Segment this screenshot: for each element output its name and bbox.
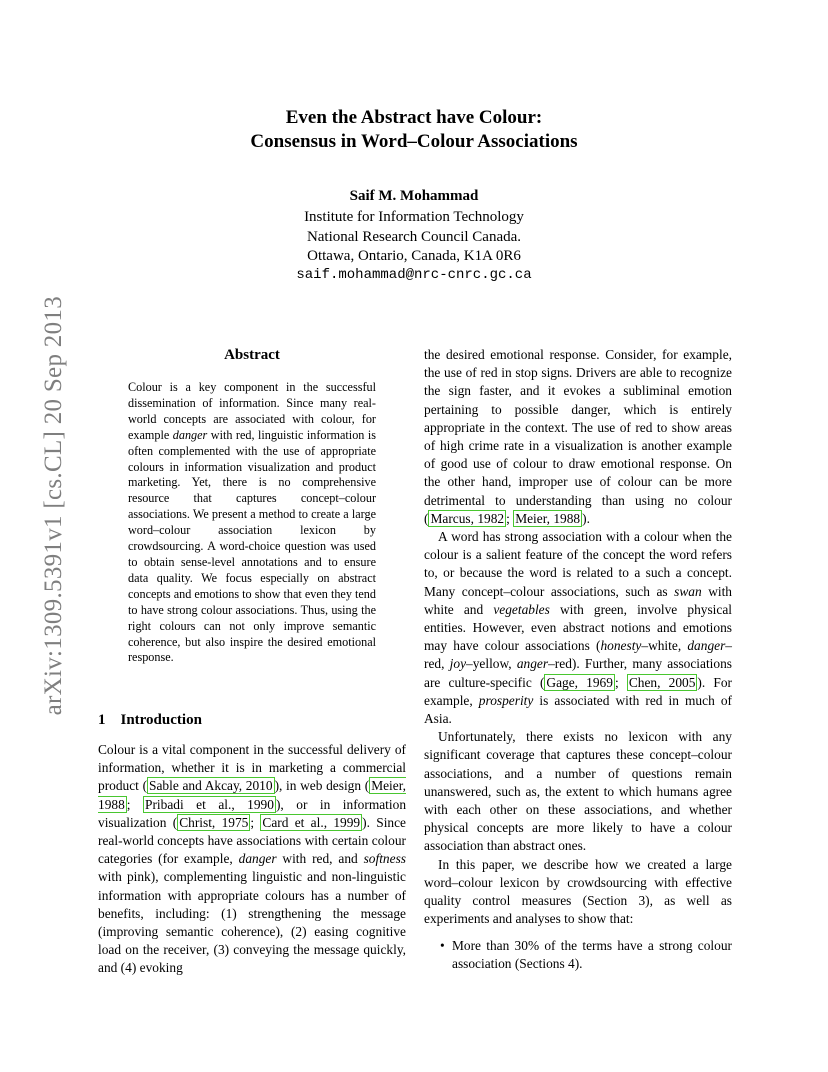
paragraph-no-lexicon: Unfortunately, there exists no lexicon with any significant coverage that captures these concept–colour associations, and a number of questions remain unanswered, such as, the extent to which humans agree with each other on these associations, and whether physical concepts are more likely to have a colour association than abstract ones. xyxy=(424,729,732,854)
paragraph-word-association: A word has strong association with a colour when the colour is a salient feature of the concept the word refers to, or because the word is related to a such a concept. Many concept–colour associations, such as swan with white and vegetables with green, involve physical entities. However, even abstract notions and emotions may have colour associations (honesty–white, danger–red, joy–yellow, anger–red). Further, many associations are culture-specific ( Gage, 1969 ; Chen, 2005 ). For example, prosperity is associated with red in much of Asia. xyxy=(424,529,732,727)
citation-link[interactable]: Meier, 1988 xyxy=(515,510,581,526)
author-affiliation-2: National Research Council Canada. xyxy=(306,229,522,245)
intro-paragraph: Colour is a vital component in the successful delivery of information, whether it is in marketing a commercial product ( Sable and Akcay, 2010 ), in web design ( Meier, 1988 ; Pribadi et al., 1990 ), or in information visualization ( Christ, 1975 ; Card et al., 1999 ). Since real-world concepts have associations with certain colour categories (for example, danger with red, and softness with pink), complementing linguistic and non-linguistic information with appropriate colours has a number of benefits, including: (1) strengthening the message (improving semantic coherence), (2) easing cognitive load on the receiver, (3) conveying the message quickly, and (4) evoking xyxy=(98,742,407,976)
citation-link[interactable]: Marcus, 1982 xyxy=(430,510,505,526)
citation-link[interactable]: Chen, 2005 xyxy=(628,674,696,690)
author-name: Saif M. Mohammad xyxy=(349,188,479,204)
citation-link[interactable]: Christ, 1975 xyxy=(179,814,249,830)
bullet-marker: • xyxy=(440,937,445,953)
abstract-body: Colour is a key component in the successful dissemination of information. Since many real-world concepts are associated with colour, for example danger with red, linguistic information is often complemented with the use of appropriate colours in information visualization and product marketing. Yet, there is no comprehensive resource that captures concept–colour associations. We present a method to create a large word–colour association lexicon by crowdsourcing. A word-choice question was used to obtain sense-level annotations and to ensure data quality. We focus especially on abstract concepts and emotions to show that even they tend to have strong colour associations. Thus, using the right colours can not only improve semantic coherence, but also inspire the desired emotional response. xyxy=(128,380,376,665)
citation-link[interactable]: Pribadi et al., 1990 xyxy=(145,796,274,812)
paper-title-line-1: Even the Abstract have Colour: xyxy=(285,107,543,128)
bullet-item xyxy=(424,937,732,973)
abstract-emphasis: danger xyxy=(172,427,208,442)
right-column xyxy=(424,346,732,973)
paragraph-emotional-response: the desired emotional response. Consider, for example, the use of red in stop signs. Drivers are able to recognize the sign faster, and it evokes a subliminal emotion pertaining to possible danger, which is entirely appropriate in the context. The use of red to show areas of high crime rate in a visualization is another example of good use of colour to draw emotional response. On the other hand, improper use of colour can be more detrimental to understanding than using no colour ( Marcus, 1982 ; Meier, 1988 ). xyxy=(424,347,732,526)
paragraph-this-paper: In this paper, we describe how we created a large word–colour lexicon by crowdsourcing with effective quality control measures (Section 3), as well as experiments and analyses to show that: xyxy=(424,856,732,927)
author-address: Ottawa, Ontario, Canada, K1A 0R6 xyxy=(307,248,521,264)
section-heading-introduction: 1 Introduction xyxy=(98,712,202,728)
bullet-text: More than 30% of the terms have a strong colour association (Sections 4). xyxy=(452,937,732,971)
abstract-heading: Abstract xyxy=(224,347,280,363)
citation-link[interactable]: Meier, 1988 xyxy=(98,778,406,812)
arxiv-margin-stamp: arXiv:1309.5391v1 [cs.CL] 20 Sep 2013 xyxy=(40,296,67,716)
paper-title-line-2: Consensus in Word–Colour Associations xyxy=(250,131,578,152)
author-affiliation-1: Institute for Information Technology xyxy=(304,209,524,225)
author-email: saif.mohammad@nrc-cnrc.gc.ca xyxy=(296,267,532,283)
citation-link[interactable]: Sable and Akcay, 2010 xyxy=(149,778,273,794)
citation-link[interactable]: Gage, 1969 xyxy=(546,674,613,690)
citation-link[interactable]: Card et al., 1999 xyxy=(262,814,361,830)
